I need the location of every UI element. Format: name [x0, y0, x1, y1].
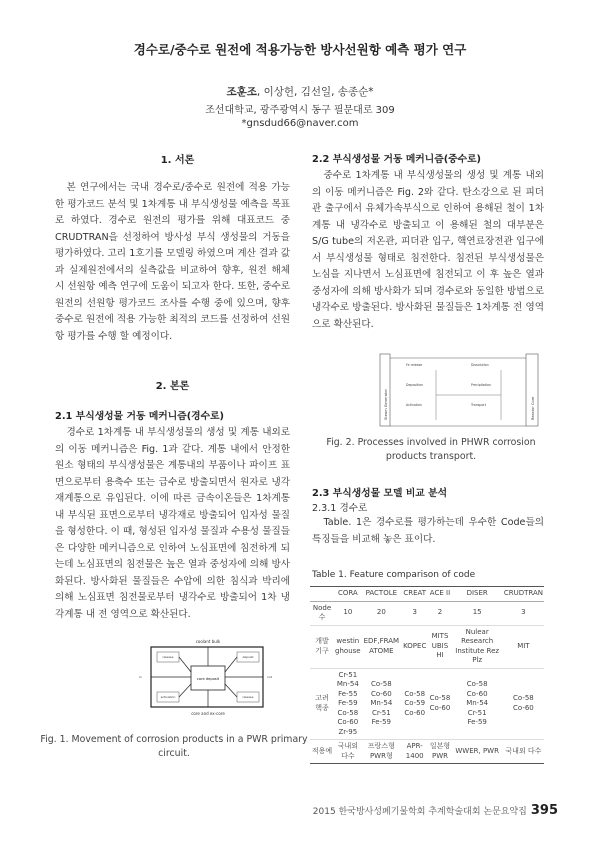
table-cell: EDF,FRAMATOME [362, 625, 401, 668]
section-2-2-title: 2.2 부식생성물 거동 메커니즘(중수로) [312, 154, 482, 165]
paper-title: 경수로/중수로 원전에 적용가능한 방사선원항 예측 평가 연구 [133, 42, 467, 57]
table-cell: WWER, PWR [452, 740, 503, 764]
section-1-title: 1. 서론 [160, 155, 195, 166]
fig2-right-label: Reactor Core [531, 396, 535, 420]
svg-text:release: release [242, 695, 254, 699]
table-header-cell: CORA [334, 587, 362, 602]
table-cell: Co-58 Co-60 Mn-54 Cr-51 Fe-59 [452, 668, 503, 740]
fig1-bottom-label: core and ex-core [191, 711, 225, 716]
section-1-body: 본 연구에서는 국내 경수로/중수로 원전에 적용 가능한 평가코드 분석 및 1차계통 내 부식생성물 예측을 목표로 하였다. 경수로 원전의 평가를 위해 대표코드 중 CRUDTRAN을 선정하여 방사성 부식 생성물의 거동을 평가하였다. 고리 1호기를 모델링 하였으며 계산 결과 값과 실제원전에서의 실측값을 비교하여 향후, 원전 해체 시 선원항 예측 연구에 도움이 되고자 한다. 또한, 중수로 원전의 선원항 평가코드 조사를 수행 중에 있으며, 향후 중수로 원전에 적용 가능한 최적의 코드를 선정하여 선원 항 평가를 수행 할 예정이다. [55, 182, 290, 342]
authors [0, 84, 600, 99]
fig1-top-label: coolant bulk [195, 639, 221, 644]
table-cell: MITSUBISHI [428, 625, 451, 668]
section-2-title: 2. 본론 [155, 381, 190, 392]
table-cell: westinghouse [334, 625, 362, 668]
footer-text: 2015 한국방사성폐기물학회 추계학술대회 논문요약집 [312, 807, 527, 817]
table-header-row [310, 587, 544, 602]
svg-text:deposit: deposit [242, 655, 254, 659]
table-header-cell: PACTOLE [362, 587, 401, 602]
table-cell: Co-58 Co-59 Co-60 [401, 668, 428, 740]
svg-text:Deposition: Deposition [406, 383, 424, 387]
table-cell: KOPEC [401, 625, 428, 668]
page-number: 395 [530, 803, 558, 818]
table-cell: 15 [452, 601, 503, 625]
figure-1-caption: Fig. 1. Movement of corrosion products in a PWR primary circuit. [40, 734, 308, 759]
table-header-cell: CREAT [401, 587, 428, 602]
section-2-1-body: 경수로 1차계통 내 부식생성물의 생성 및 계통 내외로의 이동 메커니즘은 Fig. 1과 같다. 계통 내에서 안정한 원소 형태의 부식생성물은 계통내의 부품이나 파이프 표면으로부터 용축수 또는 급수로 방출되면서 원자로 냉각재계통으로 유입된다. 이에 따른 금속이온들은 1차계통 내 부식된 표면으로부터 냉각재로 방출되어 입자성 물질을 형성한다. 이 때, 형성된 입자성 물질과 수용성 물질들은 다양한 메커니즘으로 인하여 노심표면에 침전하게 되는데 노심표면의 침전물은 높은 열과 중성자에 의해 방사화된다. 방사화된 물질들은 수압에 의한 침식과 박리에 의해 노심표면 침전물로부터 냉각수로 방출되어 1차 냉각계통 내 전 영역으로 확산된다. [55, 427, 290, 620]
table-cell: 일본형 PWR [428, 740, 451, 764]
section-2-3-1-title: 2.3.1 경수로 [312, 503, 368, 514]
table-cell: 국내외 다수 [334, 740, 362, 764]
svg-text:in: in [139, 675, 142, 679]
section-2-3-1-body: Table. 1은 경수로를 평가하는데 우수한 Code들의 특징들을 비교해 놓은 표이다. [312, 517, 544, 545]
figure-1 [133, 636, 283, 720]
row-label: 적용예 [310, 740, 334, 764]
table-header-cell: DISER [452, 587, 503, 602]
svg-text:release: release [162, 655, 174, 659]
table-cell: 국내외 다수 [503, 740, 544, 764]
table-header-cell: ACE II [428, 587, 451, 602]
email: *gnsdud66@naver.com [241, 118, 359, 129]
table-row [310, 740, 544, 764]
row-label: 고려 핵종 [310, 668, 334, 740]
svg-text:activation: activation [160, 695, 176, 699]
table-row [310, 668, 544, 740]
co-authors: , 이상헌, 김선일, 송종순* [256, 86, 374, 98]
svg-text:Precipitation: Precipitation [471, 383, 491, 387]
page-footer [313, 803, 558, 818]
table-row [310, 601, 544, 625]
table-cell: 3 [503, 601, 544, 625]
section-2-1-title: 2.1 부식생성물 거동 메커니즘(경수로) [55, 411, 225, 422]
svg-text:Dissolution: Dissolution [471, 363, 489, 367]
table-cell: Co-58 Co-60 Mn-54 Cr-51 Fe-59 [362, 668, 401, 740]
table-header-cell: CRUDTRAN [503, 587, 544, 602]
svg-text:Fe release: Fe release [406, 363, 423, 367]
row-label: Node 수 [310, 601, 334, 625]
table-1 [310, 586, 544, 764]
table-1-caption: Table 1. Feature comparison of code [312, 570, 476, 580]
fig2-left-label: Steam Generator [384, 389, 388, 420]
table-cell: 3 [401, 601, 428, 625]
table-cell: MIT [503, 625, 544, 668]
row-label: 개발 기구 [310, 625, 334, 668]
table-cell: Co-58 Co-60 [428, 668, 451, 740]
table-cell: 10 [334, 601, 362, 625]
table-cell: Nulear Research Institute Rez Plz [452, 625, 503, 668]
section-2-3-title: 2.3 부식생성물 모델 비교 분석 [312, 488, 448, 499]
table-cell: 2 [428, 601, 451, 625]
table-cell: Co-58 Co-60 [503, 668, 544, 740]
table-cell: 20 [362, 601, 401, 625]
affiliation: 조선대학교, 광주광역시 동구 필문대로 309 [205, 105, 395, 116]
figure-2 [376, 350, 544, 430]
main-author: 조훈조 [226, 86, 257, 98]
figure-2-caption: Fig. 2. Processes involved in PHWR corrosion products transport. [326, 437, 536, 462]
svg-text:core deposit: core deposit [196, 677, 220, 681]
table-row [310, 625, 544, 668]
table-cell: APR-1400 [401, 740, 428, 764]
svg-text:Activation: Activation [406, 403, 422, 407]
table-cell: 프랑스형 PWR형 [362, 740, 401, 764]
section-2-2-body: 중수로 1차계통 내 부식생성물의 생성 및 계통 내외의 이동 메커니즘은 Fig. 2와 같다. 탄소강으로 된 피더관 출구에서 유체가속부식으로 인하여 용해된 철이 1차계통 내 냉각수로 방출되고 이 용해된 철의 대부분은 S/G tube의 저온관, 피더관 입구, 핵연료장전관 입구에서 부식생성물 형태로 침전한다. 침전된 부식생성물은 노심을 지나면서 노심표면에 침전되고 이 후 높은 열과 중성자에 의해 방사화가 되며 경수로와 동일한 방법으로 냉각수로 방출된다. 방사화된 물질들은 1차계통 전 영역으로 확산된다. [312, 170, 544, 330]
svg-text:out: out [267, 675, 272, 679]
svg-text:Transport: Transport [471, 403, 486, 407]
table-cell: Cr-51 Mn-54 Fe-55 Fe-59 Co-58 Co-60 Zr-95 [334, 668, 362, 740]
